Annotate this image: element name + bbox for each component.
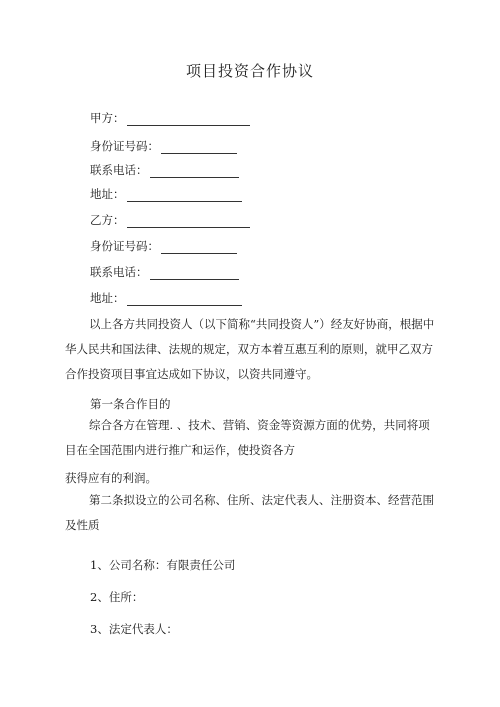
party-a-id-blank <box>161 141 237 154</box>
party-a-name-blank <box>127 113 250 126</box>
party-a-phone-label: 联系电话： <box>90 163 148 177</box>
party-b-address-field <box>90 290 242 306</box>
intro-paragraph <box>65 312 440 387</box>
document-title: 项目投资合作协议 <box>185 62 314 80</box>
party-a-id-field <box>90 138 237 154</box>
article1-body-line1: 综合各方在管理. 、技术、营销、资金等资源方面的优势，共同将项目在全国范围内进行推广和运作，使投资各方 <box>65 418 430 457</box>
item-legal-representative: 3、法定代表人： <box>90 622 178 636</box>
party-a-address-label: 地址： <box>90 187 125 201</box>
party-a-name-label: 甲方： <box>90 111 125 125</box>
item-company-name: 1、公司名称：有限责任公司 <box>90 558 236 572</box>
article1-heading: 第一条合作目的 <box>90 397 171 411</box>
party-b-phone-field <box>90 264 239 280</box>
article1-body-line2: 获得应有的利润。 <box>65 471 157 485</box>
party-b-name-field <box>90 212 250 228</box>
party-b-id-label: 身份证号码： <box>90 239 159 253</box>
party-a-phone-field <box>90 162 239 178</box>
party-b-address-blank <box>127 293 242 306</box>
article1-paragraph <box>65 413 440 463</box>
article2-paragraph <box>65 488 440 538</box>
party-a-phone-blank <box>150 165 239 178</box>
party-a-name-field <box>90 110 250 126</box>
article2-heading: 第二条拟设立的公司名称、住所、法定代表人、注册资本、经营范围及性质 <box>65 493 434 532</box>
party-a-id-label: 身份证号码： <box>90 139 159 153</box>
party-b-phone-label: 联系电话： <box>90 265 148 279</box>
party-b-name-label: 乙方： <box>90 213 125 227</box>
intro-text: 以上各方共同投资人（以下简称“共同投资人”）经友好协商，根据中华人民共和国法律、法规的规定，双方本着互惠互利的原则，就甲乙双方合作投资项目事宜达成如下协议，以资共同遵守。 <box>65 317 435 381</box>
party-a-address-field <box>90 186 242 202</box>
party-b-address-label: 地址： <box>90 291 125 305</box>
party-b-id-field <box>90 238 237 254</box>
party-b-id-blank <box>161 241 237 254</box>
item-address: 2、住所： <box>90 590 144 604</box>
party-b-phone-blank <box>150 267 239 280</box>
party-a-address-blank <box>127 189 242 202</box>
party-b-name-blank <box>127 215 250 228</box>
